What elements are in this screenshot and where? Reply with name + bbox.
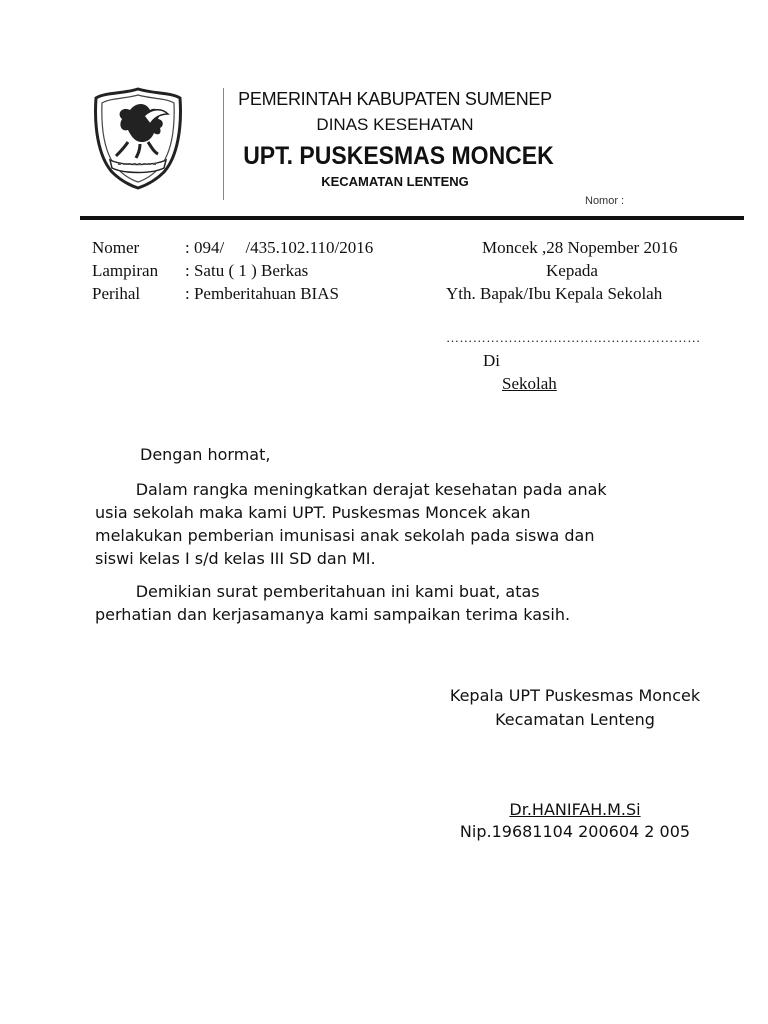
letterhead-rule	[80, 216, 744, 220]
paragraph-2	[0, 580, 768, 630]
meta-value-nomer: : 094/ /435.102.110/2016	[185, 238, 374, 257]
paragraph-line: Dalam rangka meningkatkan derajat kesehatan pada anak	[95, 480, 607, 499]
paragraph-line: melakukan pemberian imunisasi anak sekolah pada siswa dan	[95, 526, 595, 545]
department-name: DINAS KESEHATAN	[316, 115, 474, 134]
paragraph-line: usia sekolah maka kami UPT. Puskesmas Moncek akan	[95, 503, 531, 522]
nomor-label: Nomor :	[585, 195, 625, 207]
paragraph-line: siswi kelas I s/d kelas III SD dan MI.	[95, 549, 376, 568]
signatory-district: Kecamatan Lenteng	[495, 710, 655, 729]
meta-value-perihal: : Pemberitahuan BIAS	[185, 284, 339, 303]
letter-date: Moncek ,28 Nopember 2016	[482, 238, 678, 257]
pegasus-shield-emblem-icon	[92, 86, 184, 190]
meta-value-lampiran: : Satu ( 1 ) Berkas	[185, 261, 309, 280]
district-name: KECAMATAN LENTENG	[321, 174, 469, 189]
recipient: Yth. Bapak/Ibu Kepala Sekolah	[446, 284, 663, 303]
government-name: PEMERINTAH KABUPATEN SUMENEP	[238, 89, 552, 109]
di-label: Di	[483, 351, 500, 370]
header-divider	[223, 88, 224, 200]
signatory-title: Kepala UPT Puskesmas Moncek	[449, 686, 701, 705]
greeting: Dengan hormat,	[140, 445, 271, 464]
meta-label-nomer: Nomer	[92, 238, 140, 257]
paragraph-line: perhatian dan kerjasamanya kami sampaikan terima kasih.	[95, 605, 571, 624]
signatory-name: Dr.HANIFAH.M.Si	[509, 800, 641, 819]
paragraph-1	[0, 478, 768, 574]
recipient-dots: …………………………………………………	[446, 330, 701, 345]
paragraph-line: Demikian surat pemberitahuan ini kami buat, atas	[95, 582, 540, 601]
organization-name: UPT. PUSKESMAS MONCEK	[243, 142, 554, 170]
to-label: Kepada	[546, 261, 598, 280]
recipient-place: Sekolah	[502, 374, 557, 393]
meta-label-perihal: Perihal	[92, 284, 141, 303]
meta-label-lampiran: Lampiran	[92, 261, 159, 280]
signatory-nip: Nip.19681104 200604 2 005	[459, 822, 691, 841]
